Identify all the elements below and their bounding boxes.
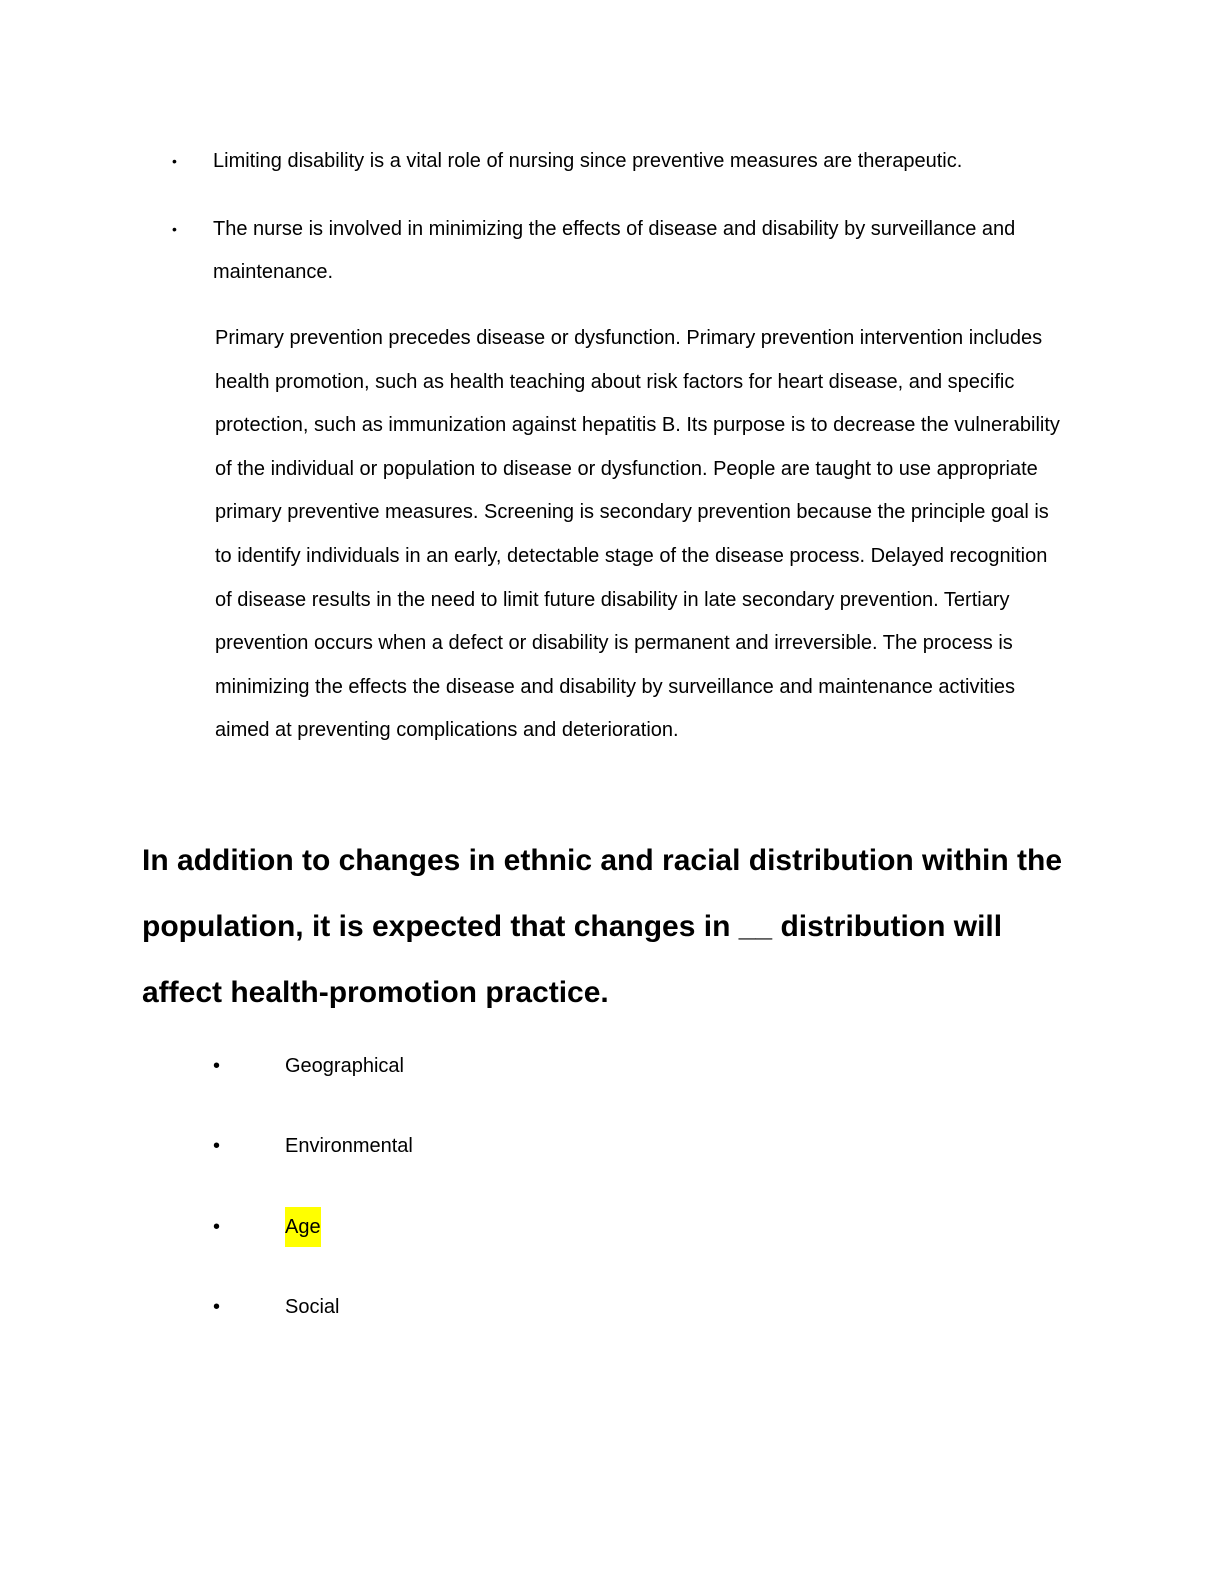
bullet-icon: • [172,220,177,237]
prevention-paragraph: Primary prevention precedes disease or dysfunction. Primary prevention intervention includes health promotion, such as health teaching about risk factors for heart disease, and specific protection, such as immunization against hepatitis B. Its purpose is to decrease the vulnerability of the individual or population to disease or dysfunction. People are taught to use appropriate primary preventive measures. Screening is secondary prevention because the principle goal is to identify individuals in an early, detectable stage of the disease process. Delayed recognition of disease results in the need to limit future disability in late secondary prevention. Tertiary prevention occurs when a defect or disability is permanent and irreversible. The process is minimizing the effects the disease and disability by surveillance and maintenance activities aimed at preventing complications and deterioration. [215,327,1060,742]
intro-bullet-list [172,140,1072,319]
bullet-icon: • [213,1215,221,1238]
bullet-item [172,208,1072,295]
bullet-icon: • [213,1135,221,1158]
question-heading: In addition to changes in ethnic and racial distribution within the population, it is expected that changes in __ distribution will affect health-promotion practice. [142,844,1063,1009]
option-label: Geographical [285,1055,404,1077]
bullet-icon: • [172,153,177,169]
bullet-icon: • [213,1295,221,1318]
option-label: Social [285,1295,340,1318]
bullet-icon: • [213,1055,221,1077]
option-label-highlighted: Age [285,1207,321,1247]
bullet-text: The nurse is involved in minimizing the effects of disease and disability by surveillance and maintenance. [213,217,1016,283]
bullet-text: Limiting disability is a vital role of nursing since preventive measures are therapeutic. [213,150,963,172]
bullet-item [172,140,1072,184]
option-label: Environmental [285,1135,413,1158]
